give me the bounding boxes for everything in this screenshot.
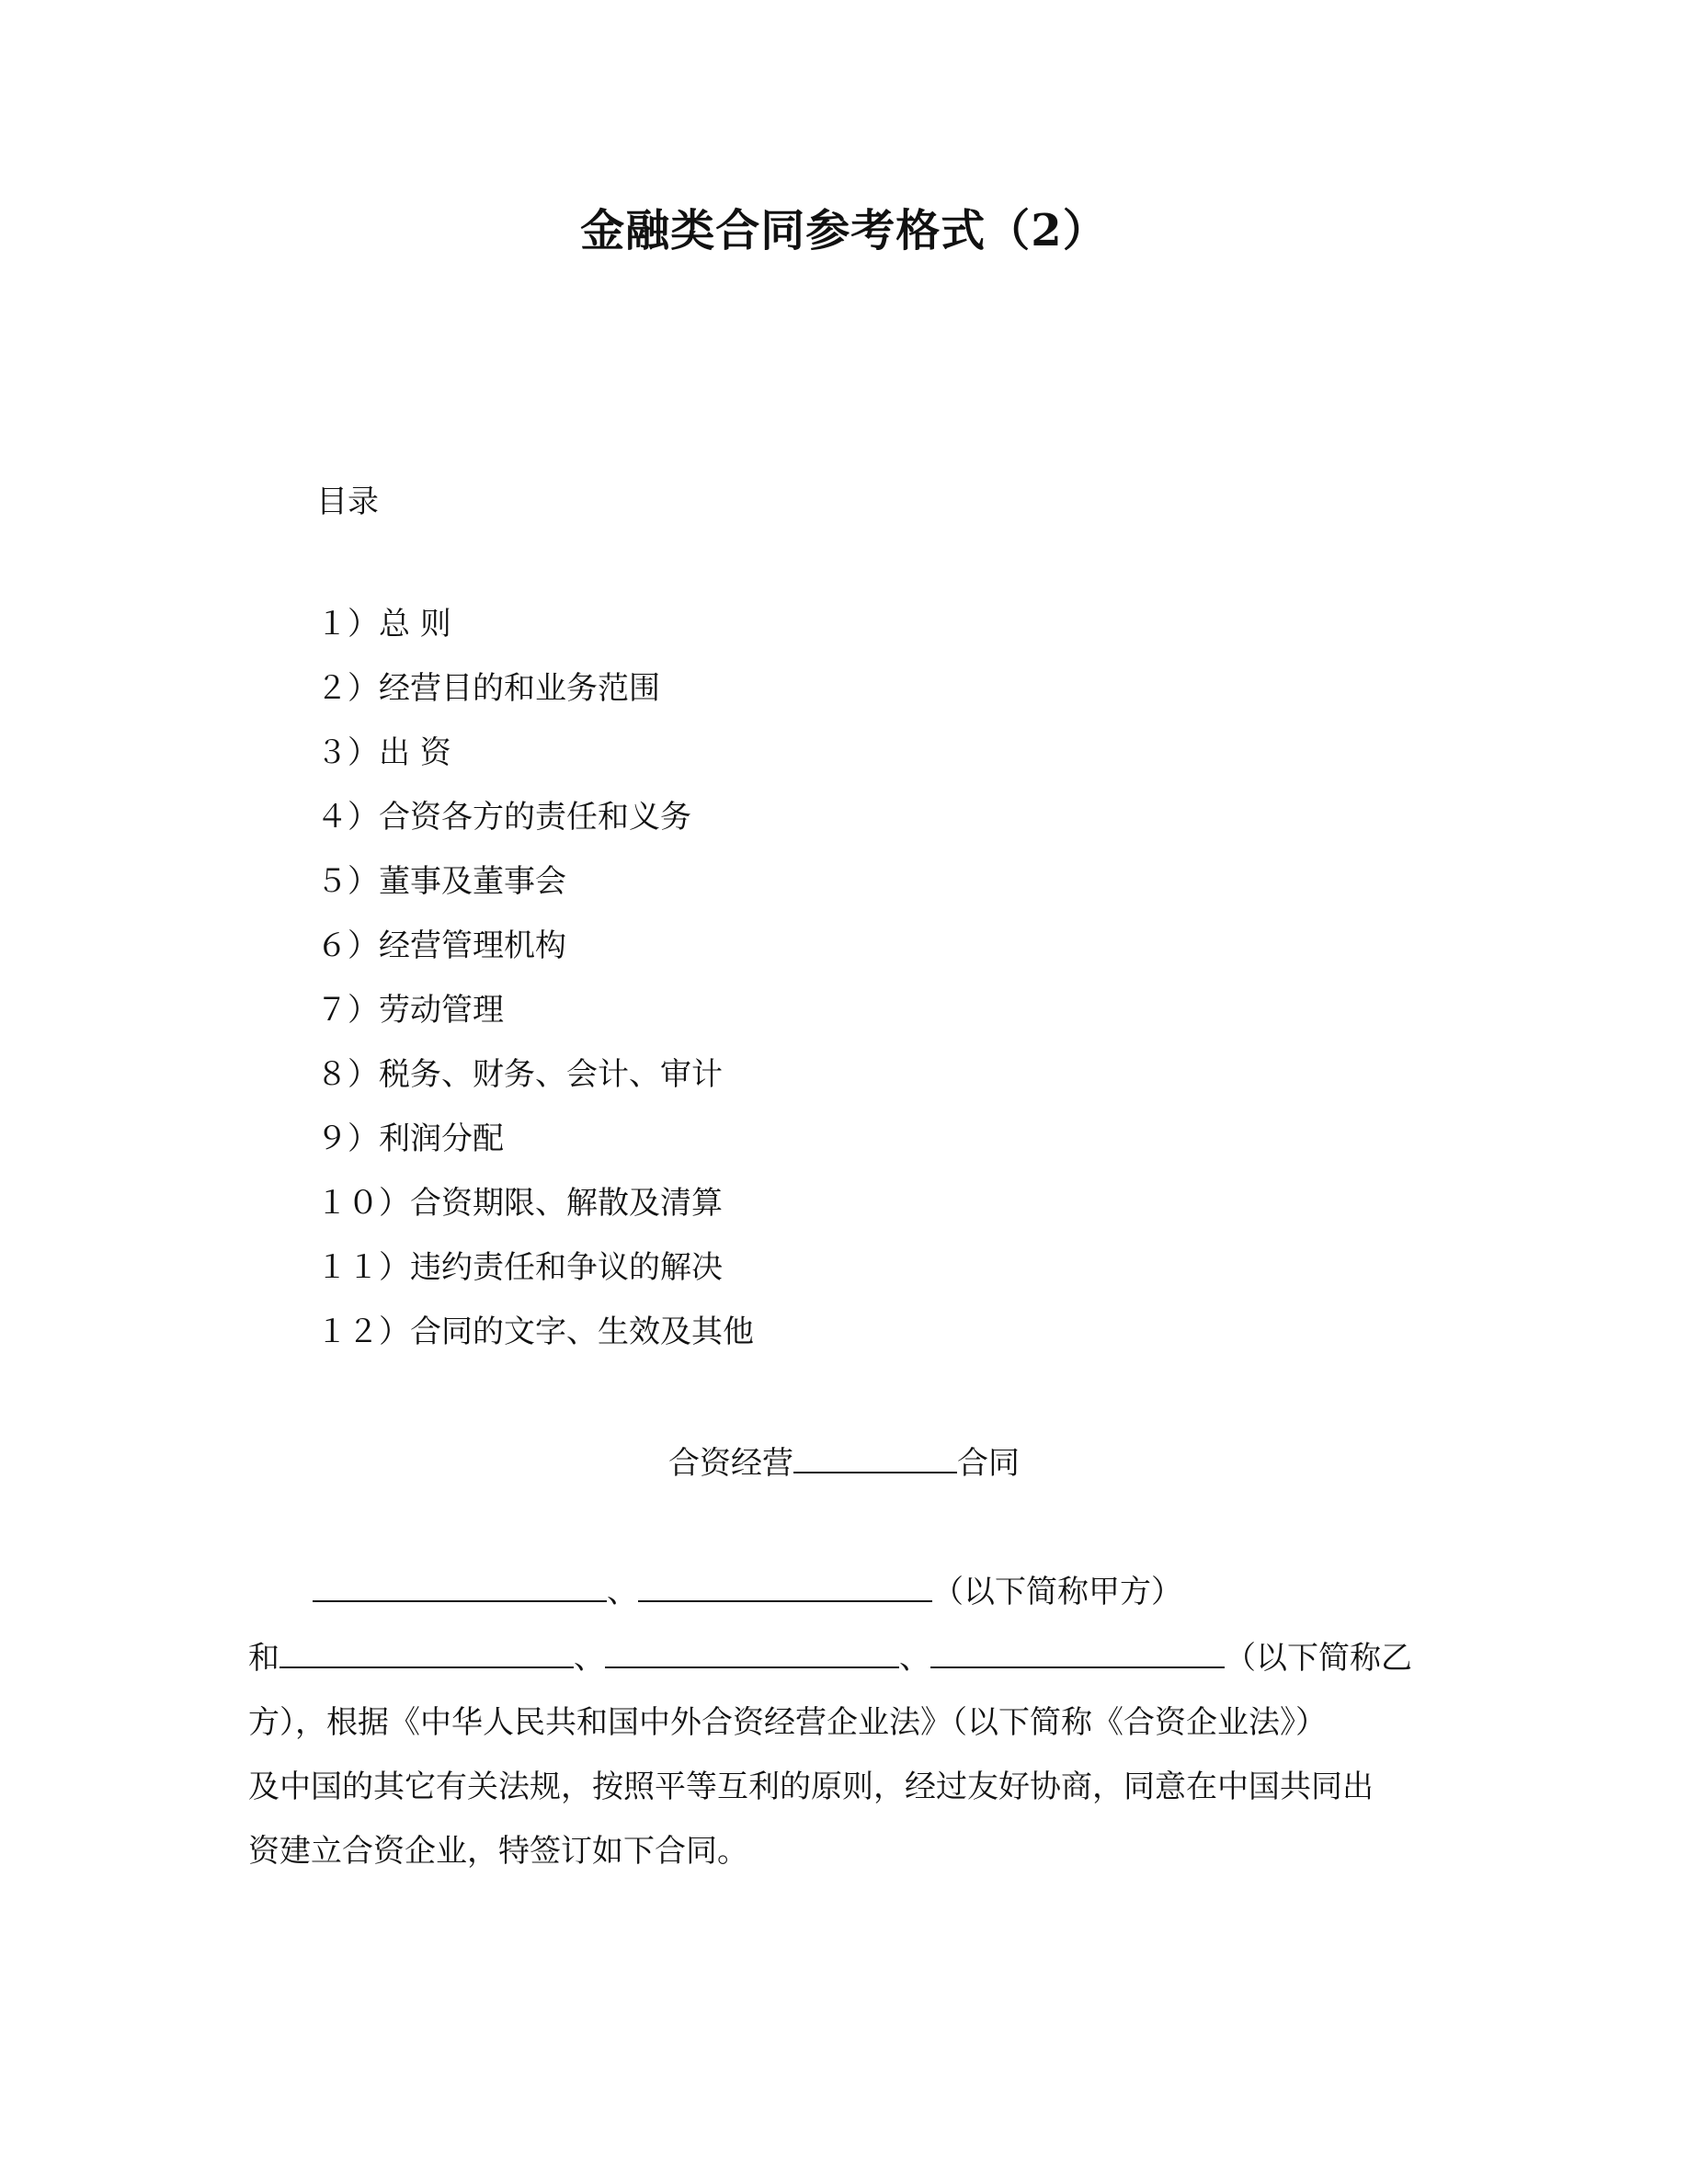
toc-heading: 目录 bbox=[316, 483, 379, 520]
party-b-suffix: （以下简称乙 bbox=[1225, 1640, 1412, 1677]
toc-list bbox=[316, 601, 754, 1373]
separator: 、 bbox=[899, 1640, 930, 1677]
contract-title-suffix: 合同 bbox=[957, 1445, 1020, 1482]
party-b-blank-1 bbox=[279, 1633, 574, 1668]
toc-item: １０）合资期限、解散及清算 bbox=[316, 1185, 723, 1222]
separator: 、 bbox=[574, 1640, 605, 1677]
toc-item: ６）经营管理机构 bbox=[316, 927, 566, 964]
party-a-line bbox=[313, 1566, 1508, 1611]
toc-item: ５）董事及董事会 bbox=[316, 863, 566, 900]
contract-name-blank bbox=[793, 1439, 957, 1473]
toc-item: １２）合同的文字、生效及其他 bbox=[316, 1314, 754, 1350]
party-b-line bbox=[248, 1632, 1443, 1678]
body-text-line: 方），根据《中华人民共和国中外合资经营企业法》（以下简称《合资企业法》） bbox=[248, 1704, 1327, 1741]
toc-item: １）总 则 bbox=[316, 606, 451, 643]
toc-item: ９）利润分配 bbox=[316, 1120, 504, 1157]
document-title: 金融类合同参考格式（2） bbox=[580, 205, 1108, 256]
body-text-line: 资建立合资企业，特签订如下合同。 bbox=[248, 1833, 748, 1870]
body-text-line: 及中国的其它有关法规，按照平等互利的原则，经过友好协商，同意在中国共同出 bbox=[248, 1769, 1374, 1805]
toc-item: ２）经营目的和业务范围 bbox=[316, 670, 660, 707]
contract-title bbox=[0, 1438, 1688, 1483]
and-word: 和 bbox=[248, 1640, 279, 1677]
toc-item: １１）违约责任和争议的解决 bbox=[316, 1249, 723, 1286]
toc-item: ３）出 资 bbox=[316, 734, 451, 771]
toc-item: ４）合资各方的责任和义务 bbox=[316, 799, 691, 836]
toc-item: ７）劳动管理 bbox=[316, 992, 504, 1029]
party-b-blank-3 bbox=[930, 1633, 1225, 1668]
party-b-blank-2 bbox=[605, 1633, 899, 1668]
contract-title-prefix: 合资经营 bbox=[668, 1445, 793, 1482]
party-a-blank-1 bbox=[313, 1567, 607, 1602]
party-a-suffix: （以下简称甲方） bbox=[932, 1574, 1182, 1610]
toc-item: ８）税务、财务、会计、审计 bbox=[316, 1056, 723, 1093]
separator: 、 bbox=[607, 1574, 638, 1610]
party-a-blank-2 bbox=[638, 1567, 932, 1602]
